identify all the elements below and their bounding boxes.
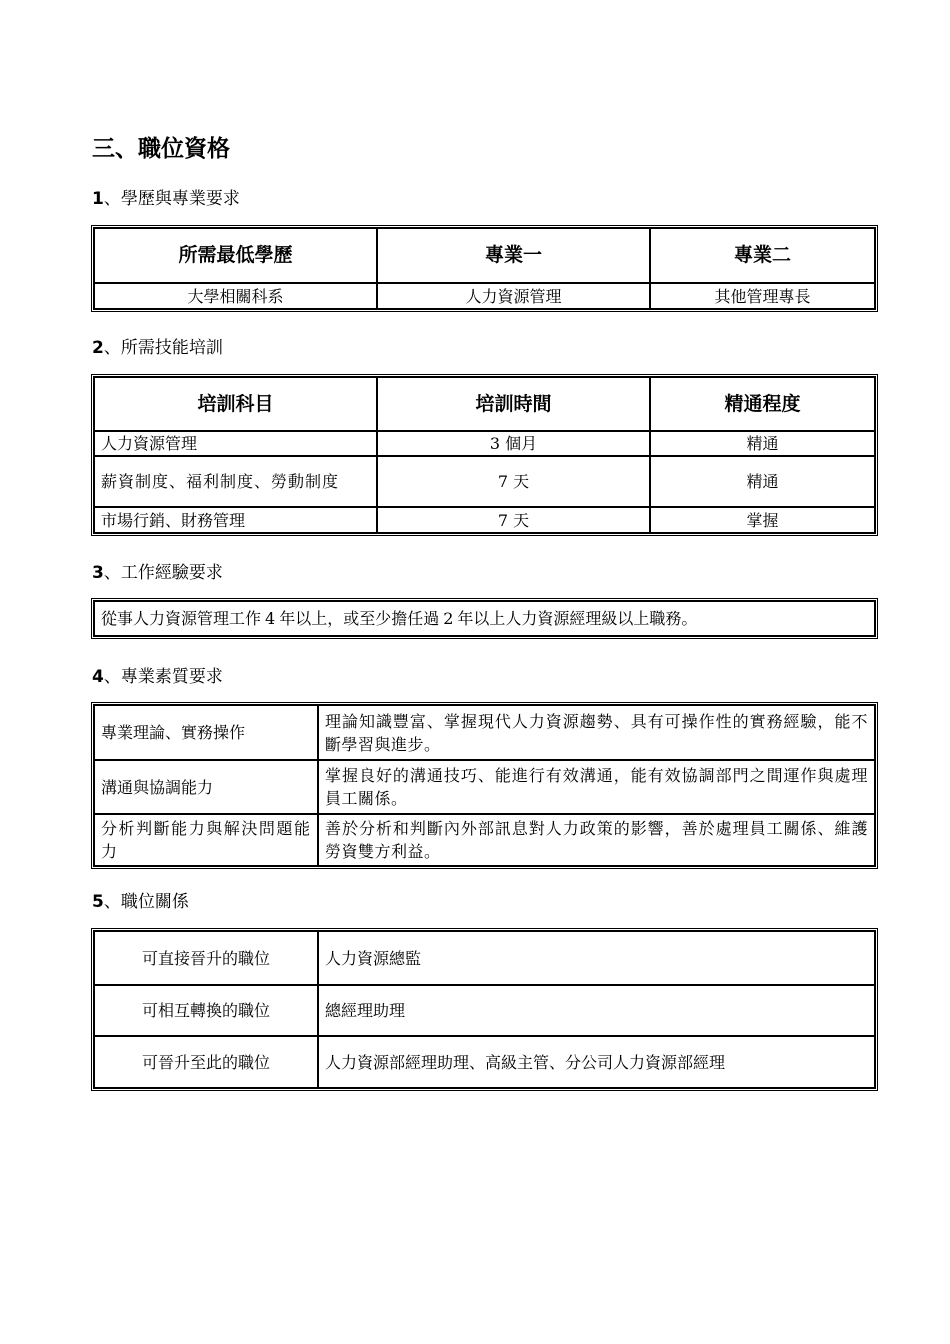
table-cell: 大學相關科系: [94, 283, 377, 309]
table-cell: 7 天: [377, 456, 650, 507]
table-cell: 人力資源管理: [94, 431, 377, 456]
relation-label: 可晉升至此的職位: [94, 1036, 318, 1088]
subsection-heading-3: 3、工作經驗要求: [92, 563, 223, 583]
education-table: [91, 225, 878, 312]
table-header-row: [94, 377, 875, 431]
relation-value: 人力資源總監: [318, 931, 875, 985]
table-cell: 專業理論、實務操作: [94, 705, 318, 760]
table-cell: 掌握良好的溝通技巧、能進行有效溝通，能有效協調部門之間運作與處理員工關係。: [318, 760, 875, 814]
table-row: [94, 985, 875, 1036]
header-cell: 專業一: [377, 228, 650, 283]
relation-label: 可相互轉換的職位: [94, 985, 318, 1036]
table-row: [94, 931, 875, 985]
table-cell: 7 天: [377, 507, 650, 533]
competency-table: [91, 702, 878, 869]
table-row: [94, 431, 875, 456]
table-row: [94, 601, 875, 636]
table-cell: 人力資源管理: [377, 283, 650, 309]
table-cell: 薪資制度、福利制度、勞動制度: [94, 456, 377, 507]
table-row: [94, 1036, 875, 1088]
table-cell: 3 個月: [377, 431, 650, 456]
header-cell: 所需最低學歷: [94, 228, 377, 283]
subsection-heading-2: 2、所需技能培訓: [92, 338, 223, 358]
table-cell: 精通: [650, 431, 875, 456]
table-header-row: [94, 228, 875, 283]
relation-value: 人力資源部經理助理、高級主管、分公司人力資源部經理: [318, 1036, 875, 1088]
table-cell: 精通: [650, 456, 875, 507]
relation-value: 總經理助理: [318, 985, 875, 1036]
experience-text: 從事人力資源管理工作 4 年以上，或至少擔任過 2 年以上人力資源經理級以上職務。: [94, 601, 875, 636]
table-cell: 掌握: [650, 507, 875, 533]
subsection-heading-5: 5、職位關係: [92, 892, 189, 912]
table-row: [94, 705, 875, 760]
table-cell: 理論知識豐富、掌握現代人力資源趨勢、具有可操作性的實務經驗，能不斷學習與進步。: [318, 705, 875, 760]
training-table: [91, 374, 878, 536]
table-cell: 其他管理專長: [650, 283, 875, 309]
table-cell: 分析判斷能力與解決問題能力: [94, 814, 318, 866]
table-cell: 善於分析和判斷內外部訊息對人力政策的影響，善於處理員工關係、維護勞資雙方利益。: [318, 814, 875, 866]
experience-table: [91, 598, 878, 639]
table-row: [94, 283, 875, 309]
table-row: [94, 760, 875, 814]
table-row: [94, 456, 875, 507]
relation-label: 可直接晉升的職位: [94, 931, 318, 985]
section-title: 三、職位資格: [92, 135, 230, 162]
header-cell: 精通程度: [650, 377, 875, 431]
table-cell: 市場行銷、財務管理: [94, 507, 377, 533]
position-relations-table: [91, 928, 878, 1091]
header-cell: 專業二: [650, 228, 875, 283]
table-cell: 溝通與協調能力: [94, 760, 318, 814]
subsection-heading-1: 1、學歷與專業要求: [92, 189, 240, 209]
table-row: [94, 507, 875, 533]
table-row: [94, 814, 875, 866]
subsection-heading-4: 4、專業素質要求: [92, 667, 223, 687]
header-cell: 培訓時間: [377, 377, 650, 431]
header-cell: 培訓科目: [94, 377, 377, 431]
